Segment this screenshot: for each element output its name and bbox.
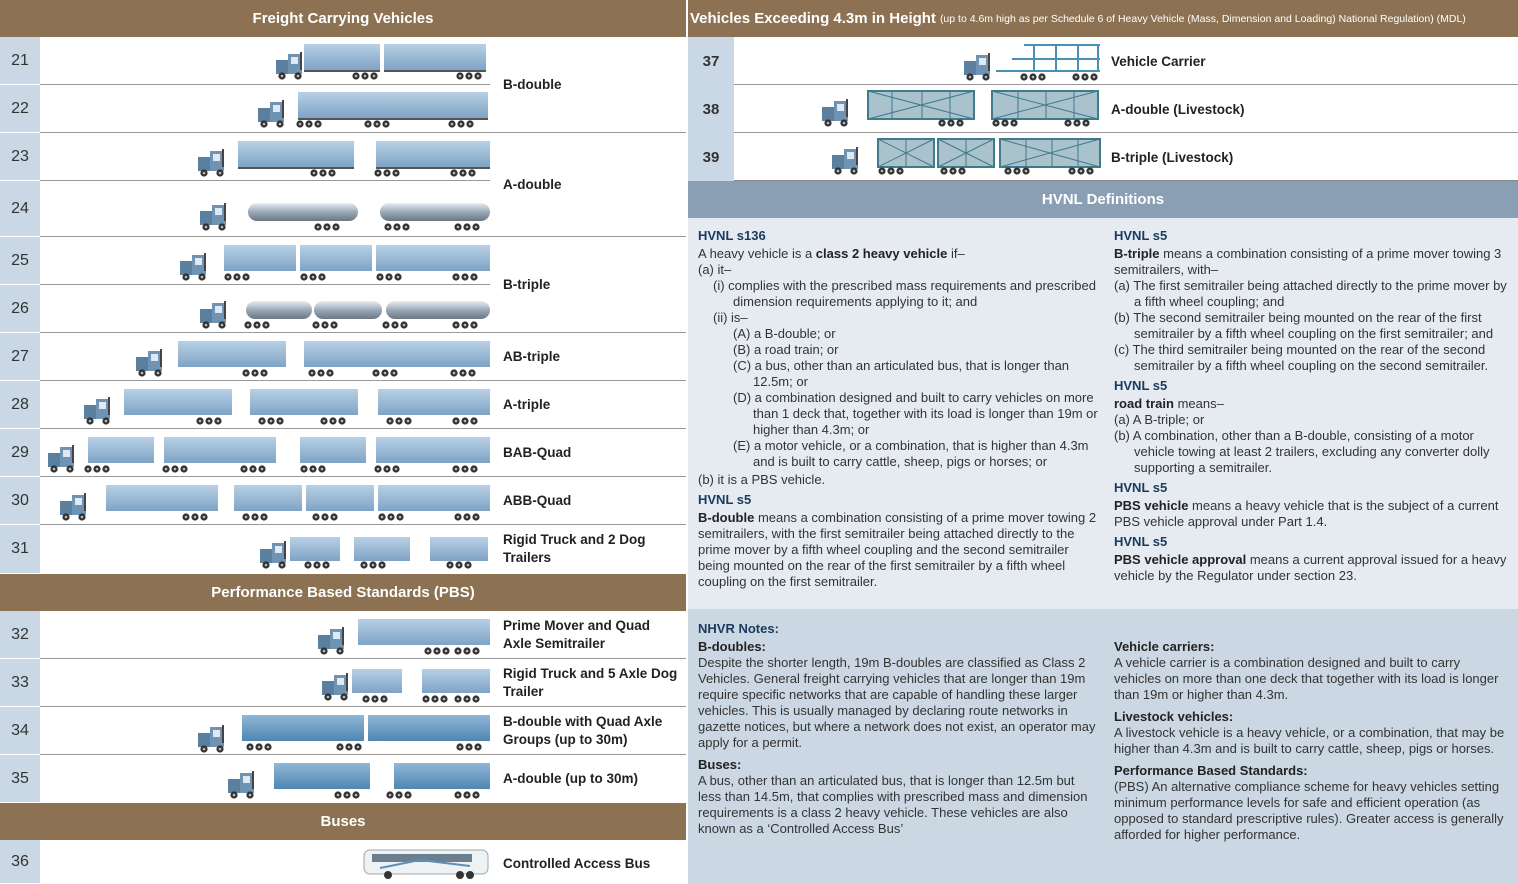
row-number: 27 — [0, 333, 40, 381]
bus-image — [360, 846, 492, 882]
clause: (ii) is– — [713, 310, 748, 325]
bus-header: Buses — [0, 803, 686, 840]
definitions-panel — [688, 218, 1518, 609]
row-number: 24 — [0, 181, 40, 237]
height-title: Vehicles Exceeding 4.3m in Height — [690, 10, 936, 27]
clause: (a) it– — [698, 262, 732, 277]
label-rigid-2-dog: Rigid Truck and 2 Dog Trailers — [503, 532, 646, 565]
b-double-quad-image — [198, 711, 492, 753]
row-number: 26 — [0, 285, 40, 333]
rigid-5-axle-image — [322, 665, 492, 705]
label-controlled-access-bus: Controlled Access Bus — [503, 856, 651, 871]
notes-subheading: Vehicle carriers: — [1114, 639, 1215, 654]
row-number: 32 — [0, 611, 40, 659]
prime-mover-quad-image — [318, 615, 492, 657]
text: means a current approval issued for a heavy vehicle by the Regulator under section 23. — [1114, 552, 1507, 583]
notes-panel — [688, 609, 1518, 884]
row-number: 38 — [688, 85, 734, 133]
definitions-header: HVNL Definitions — [688, 181, 1518, 218]
label-b-triple: B-triple — [503, 277, 551, 292]
text: A heavy vehicle is a — [698, 246, 816, 261]
label-b-double-quad: B-double with Quad Axle Groups (up to 30m) — [503, 714, 663, 747]
notes-text: A bus, other than an articulated bus, that is longer than 12.5m but less than 14.5m, that complies with prescribed mass and dimension requirements is a class 2 heavy vehicle. These vehicles are also known as a ‘Controlled Access Bus’ — [698, 773, 1088, 836]
roadtrain-def-heading: HVNL s5 — [1114, 378, 1168, 393]
term: B-triple — [1114, 246, 1160, 261]
pbs-def-heading: HVNL s5 — [1114, 480, 1168, 495]
label-b-double: B-double — [503, 77, 562, 92]
abb-quad-image — [60, 481, 492, 523]
row-number: 30 — [0, 477, 40, 525]
row-number: 28 — [0, 381, 40, 429]
term: class 2 heavy vehicle — [815, 246, 948, 261]
term: PBS vehicle approval — [1114, 552, 1247, 567]
freight-header: Freight Carrying Vehicles — [0, 0, 686, 37]
btriple-def-heading: HVNL s5 — [1114, 228, 1168, 243]
a-triple-image — [84, 385, 492, 427]
clause: (B) a road train; or — [733, 342, 839, 357]
b-triple-image — [180, 241, 492, 283]
b-double-image — [258, 88, 492, 130]
row-number: 31 — [0, 525, 40, 574]
notes-right-column — [1114, 637, 1510, 843]
vehicle-carrier-image — [964, 41, 1102, 81]
notes-text: (PBS) An alternative compliance scheme for heavy vehicles setting minimum performance levels for safe and efficient operation (as opposed to standard prescriptive rules). Greater access is generally afforded for higher performance. — [1114, 779, 1504, 842]
clause: (E) a motor vehicle, or a combination, that is higher than 4.3m and is built to carry cattle, sheep, pigs or horses; or — [733, 438, 1089, 469]
term: road train — [1114, 396, 1174, 411]
row-number: 37 — [688, 37, 734, 85]
notes-heading: NHVR Notes: — [698, 621, 779, 636]
notes-subheading: Performance Based Standards: — [1114, 763, 1308, 778]
text: means– — [1173, 396, 1224, 411]
label-a-double-livestock: A-double (Livestock) — [1111, 101, 1245, 117]
label-abb-quad: ABB-Quad — [503, 493, 572, 508]
label-a-double: A-double — [503, 177, 562, 192]
clause: (A) a B-double; or — [733, 326, 836, 341]
b-triple-livestock-image — [832, 137, 1104, 177]
row-number: 29 — [0, 429, 40, 477]
notes-text: Despite the shorter length, 19m B-doubles are classified as Class 2 Vehicles. General freight carrying vehicles that are longer than 19m require specific networks that are capable of handling these larger vehicles. This is usually managed by declaring route networks in gazette notices, but where a network does not exist, an operator may apply for a permit. — [698, 655, 1096, 750]
notes-subheading: Livestock vehicles: — [1114, 709, 1234, 724]
label-vehicle-carrier: Vehicle Carrier — [1111, 53, 1206, 69]
a-double-image — [198, 137, 492, 179]
b-triple-tanker-image — [200, 293, 492, 331]
row-number: 21 — [0, 37, 40, 85]
clause: (c) The third semitrailer being mounted on the rear of the second semitrailer by a fifth wheel coupling on the second semitrailer. — [1114, 342, 1489, 373]
label-bab-quad: BAB-Quad — [503, 445, 572, 460]
text: means a combination consisting of a prime mover towing 3 semitrailers, with– — [1114, 246, 1502, 277]
row-number: 33 — [0, 659, 40, 707]
clause: (i) complies with the prescribed mass requirements and prescribed dimension requirements applying to it; and — [713, 278, 1096, 309]
row-number: 34 — [0, 707, 40, 755]
row-number: 23 — [0, 133, 40, 181]
freight-panel — [0, 0, 686, 884]
bab-quad-image — [48, 433, 492, 475]
a-double-livestock-image — [822, 89, 1104, 129]
height-panel — [688, 0, 1518, 884]
label-a-double-30m: A-double (up to 30m) — [503, 771, 638, 786]
bdouble-def-heading: HVNL s5 — [698, 492, 752, 507]
s136-heading: HVNL s136 — [698, 228, 766, 243]
pbs-header: Performance Based Standards (PBS) — [0, 574, 686, 611]
height-header — [688, 0, 1518, 37]
clause: (D) a combination designed and built to carry vehicles on more than 1 deck that, together with its load is longer than 19m or higher than 4.3m; or — [733, 390, 1098, 437]
clause: (a) The first semitrailer being attached directly to the prime mover by a fifth wheel coupling; and — [1114, 278, 1507, 309]
label-rigid-5-axle: Rigid Truck and 5 Axle Dog Trailer — [503, 666, 678, 699]
row-number: 39 — [688, 133, 734, 181]
notes-text: A vehicle carrier is a combination designed and built to carry vehicles on more than one deck that together with its load is longer than 19m or higher than 4.3m. — [1114, 655, 1499, 702]
label-b-triple-livestock: B-triple (Livestock) — [1111, 149, 1234, 165]
notes-left-column — [698, 617, 1098, 837]
ab-triple-image — [136, 337, 492, 379]
a-double-tanker-image — [200, 193, 492, 233]
term: B-double — [698, 510, 755, 525]
definitions-left-column — [698, 224, 1098, 590]
notes-subheading: B-doubles: — [698, 639, 766, 654]
row-number: 25 — [0, 237, 40, 285]
text: means a combination consisting of a prime mover towing 2 semitrailers, with the first semitrailer being attached directly to the prime mover by a fifth wheel coupling and the second semitrailer being mounted on the rear of the first semitrailer by a fifth wheel coupling on the first semitrailer. — [698, 510, 1097, 589]
term: PBS vehicle — [1114, 498, 1189, 513]
text: if– — [947, 246, 965, 261]
clause: (b) it is a PBS vehicle. — [698, 472, 826, 487]
pbs-approval-def-heading: HVNL s5 — [1114, 534, 1168, 549]
notes-subheading: Buses: — [698, 757, 742, 772]
clause: (a) A B-triple; or — [1114, 412, 1205, 427]
row-number: 35 — [0, 755, 40, 803]
notes-text: A livestock vehicle is a heavy vehicle, or a combination, that may be higher than 4.3m and is built to carry cattle, sheep, pigs or horses. — [1114, 725, 1505, 756]
height-subtitle: (up to 4.6m high as per Schedule 6 of Heavy Vehicle (Mass, Dimension and Loading) National Regulation) (MDL) — [939, 12, 1466, 25]
label-ab-triple: AB-triple — [503, 349, 560, 364]
text: means a heavy vehicle that is the subject of a current PBS vehicle approval under Part 1.4. — [1114, 498, 1499, 529]
clause: (C) a bus, other than an articulated bus, that is longer than 12.5m; or — [733, 358, 1070, 389]
label-a-triple: A-triple — [503, 397, 551, 412]
clause: (b) The second semitrailer being mounted on the rear of the first semitrailer by a fifth wheel coupling on the first semitrailer; and — [1114, 310, 1494, 341]
row-number: 22 — [0, 85, 40, 133]
row-number: 36 — [0, 840, 40, 884]
label-prime-mover-quad: Prime Mover and Quad Axle Semitrailer — [503, 618, 651, 651]
definitions-right-column — [1114, 224, 1510, 584]
clause: (b) A combination, other than a B-double, consisting of a motor vehicle towing at least 2 trailers, excluding any converter dolly supporting a semitrailer. — [1114, 428, 1490, 475]
a-double-30m-image — [228, 759, 492, 801]
rigid-2-dog-image — [260, 531, 492, 571]
b-double-image — [276, 40, 490, 80]
